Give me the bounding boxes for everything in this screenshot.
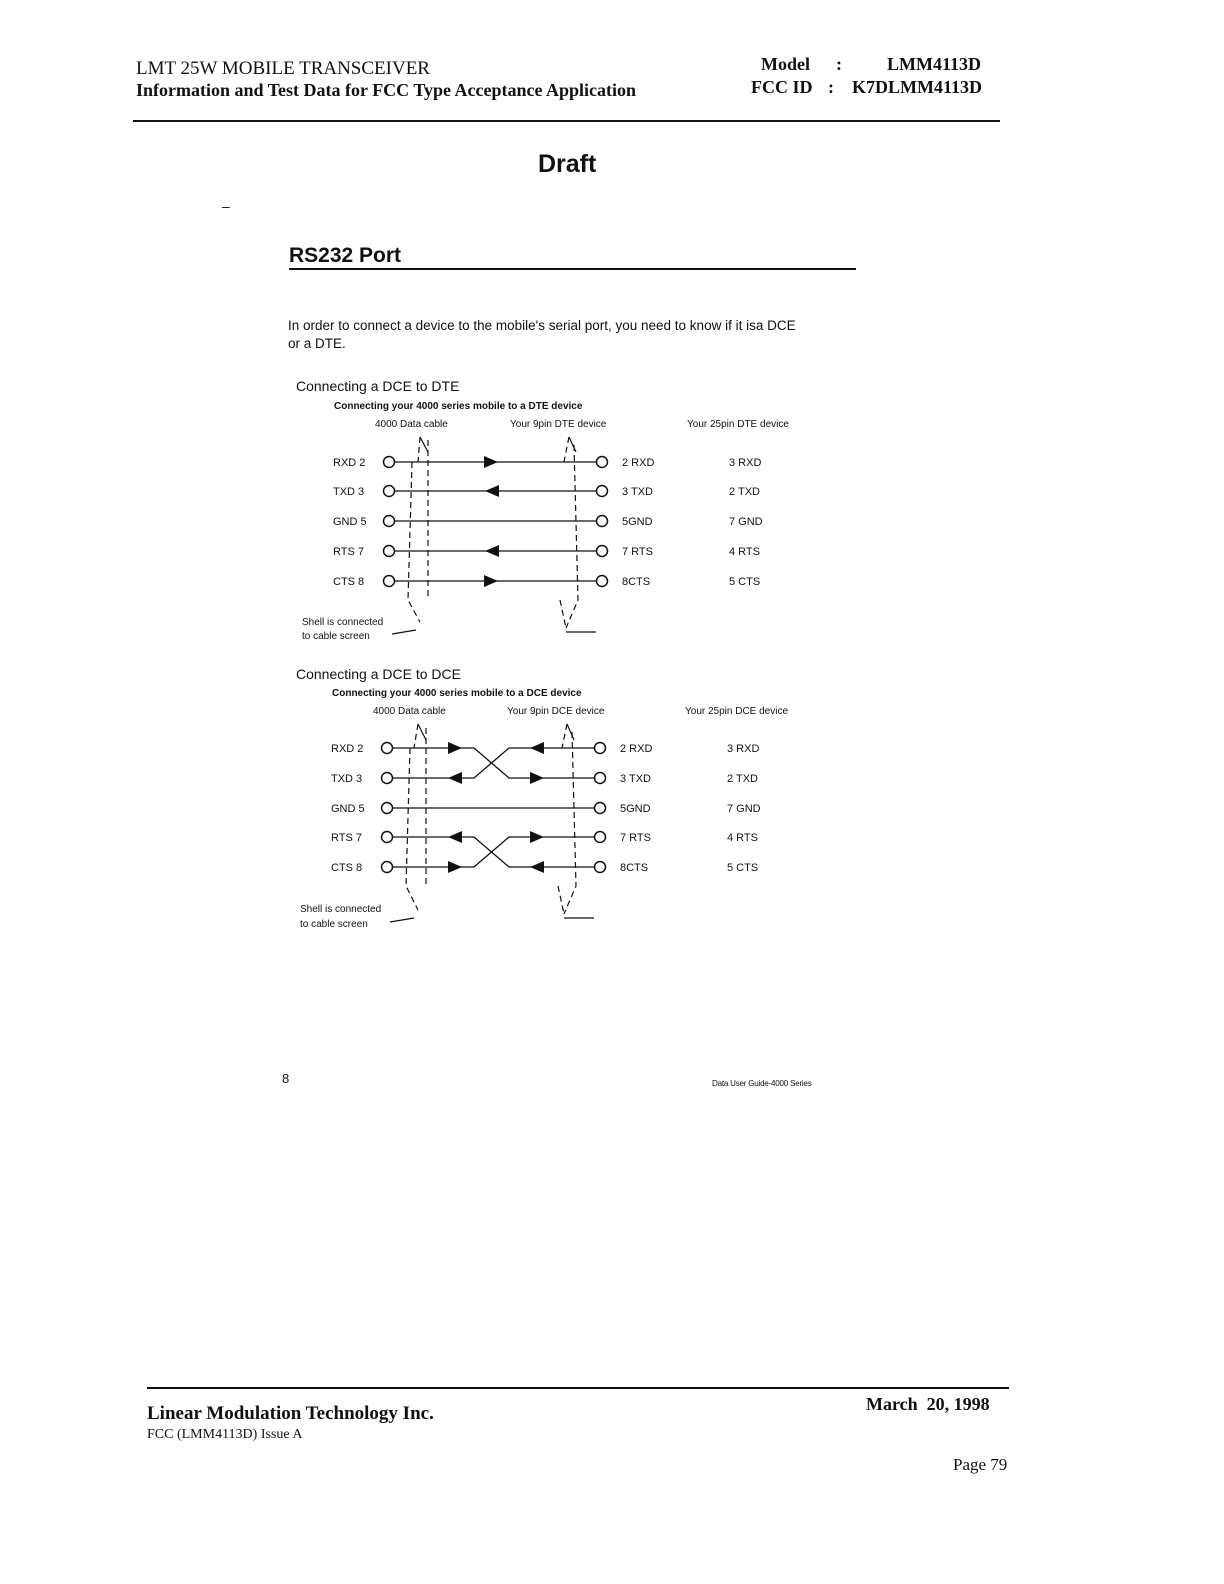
- left-pin-terminal: [382, 803, 393, 814]
- fcc-id-value: K7DLMM4113D: [852, 77, 982, 97]
- right-pin-label: 2 RXD: [622, 457, 655, 469]
- intro-line: In order to connect a device to the mobile's serial port, you need to know if it isa DCE: [288, 318, 796, 333]
- shell-note: to cable screen: [300, 919, 368, 930]
- diagram-dce-to-dte: [296, 378, 789, 642]
- left-pin-terminal: [384, 457, 395, 468]
- right-pin-terminal: [597, 486, 608, 497]
- left-pin-label: TXD 3: [333, 486, 365, 498]
- signal-row-txd: [333, 485, 760, 498]
- diagram-subheading: Connecting your 4000 series mobile to a DTE device: [334, 401, 583, 412]
- right-pin-label: 5GND: [620, 803, 651, 815]
- model-label: Model: [761, 54, 810, 74]
- arrow-right: [530, 772, 544, 784]
- signal-wire: [393, 837, 594, 867]
- far-pin-label: 4 RTS: [727, 832, 758, 844]
- arrow-right: [484, 456, 498, 468]
- right-pin-label: 8CTS: [620, 862, 649, 874]
- shell-note: Shell is connected: [302, 617, 384, 628]
- right-connector-shell: [558, 724, 576, 914]
- right-pin-terminal: [597, 516, 608, 527]
- arrow-left: [485, 545, 499, 557]
- left-pin-label: RTS 7: [331, 832, 362, 844]
- diagram-dce-to-dce: [296, 666, 788, 930]
- arrow-right: [484, 575, 498, 587]
- right-pin-terminal: [595, 832, 606, 843]
- left-pin-terminal: [382, 832, 393, 843]
- signal-wire: [393, 748, 594, 778]
- right-connector-tip: [567, 724, 574, 740]
- far-pin-label: 5 CTS: [729, 576, 761, 588]
- right-pin-label: 3 TXD: [622, 486, 653, 498]
- left-connector-tip: [420, 437, 428, 452]
- 25pin-column-label: Your 25pin DCE device: [685, 706, 789, 717]
- inner-page-number: 8: [282, 1071, 290, 1086]
- left-pin-label: TXD 3: [331, 773, 363, 785]
- right-pin-label: 7 RTS: [620, 832, 651, 844]
- stray-mark: –: [222, 198, 230, 214]
- right-pin-label: 7 RTS: [622, 546, 653, 558]
- signal-wire: [393, 748, 594, 778]
- far-pin-label: 5 CTS: [727, 862, 759, 874]
- left-pin-label: RXD 2: [331, 743, 364, 755]
- 9pin-column-label: Your 9pin DCE device: [507, 706, 605, 717]
- far-pin-label: 7 GND: [727, 803, 761, 815]
- far-pin-label: 3 RXD: [729, 457, 762, 469]
- crossover-rts-cts: [331, 831, 758, 874]
- left-connector-tip: [418, 724, 426, 740]
- footer-rule: [147, 1387, 1009, 1389]
- left-pin-label: GND 5: [331, 803, 365, 815]
- diagram-subheading: Connecting your 4000 series mobile to a DCE device: [332, 688, 582, 699]
- cable-column-label: 4000 Data cable: [375, 419, 448, 430]
- header-subtitle: Information and Test Data for FCC Type Acceptance Application: [136, 80, 637, 100]
- left-pin-label: RXD 2: [333, 457, 366, 469]
- cable-column-label: 4000 Data cable: [373, 706, 446, 717]
- left-connector-shell: [408, 437, 428, 622]
- section-title: RS232 Port: [289, 244, 402, 267]
- fcc-id-label: FCC ID: [751, 77, 813, 97]
- 9pin-column-label: Your 9pin DTE device: [510, 419, 607, 430]
- left-screen-lead: [390, 918, 414, 922]
- left-pin-terminal: [384, 546, 395, 557]
- left-pin-terminal: [384, 576, 395, 587]
- arrow-left: [530, 861, 544, 873]
- right-pin-terminal: [595, 773, 606, 784]
- signal-row-cts: [333, 575, 760, 588]
- header-title: LMT 25W MOBILE TRANSCEIVER: [136, 58, 430, 79]
- arrow-right: [448, 742, 462, 754]
- left-connector-shell: [406, 724, 426, 910]
- model-value: LMM4113D: [887, 54, 981, 74]
- far-pin-label: 4 RTS: [729, 546, 760, 558]
- signal-wire: [393, 837, 594, 867]
- right-pin-terminal: [597, 457, 608, 468]
- far-pin-label: 2 TXD: [729, 486, 760, 498]
- right-pin-label: 3 TXD: [620, 773, 651, 785]
- footer-doc-ref: FCC (LMM4113D) Issue A: [147, 1427, 303, 1442]
- right-connector-shell: [560, 437, 578, 628]
- diagram-heading: Connecting a DCE to DCE: [296, 666, 461, 682]
- left-pin-terminal: [382, 862, 393, 873]
- footer-company: Linear Modulation Technology Inc.: [147, 1403, 434, 1424]
- 25pin-column-label: Your 25pin DTE device: [687, 419, 789, 430]
- footer-page-number: Page 79: [953, 1455, 1008, 1474]
- arrow-left: [448, 772, 462, 784]
- right-connector-tip: [569, 437, 576, 452]
- right-pin-label: 2 RXD: [620, 743, 653, 755]
- right-pin-terminal: [595, 803, 606, 814]
- left-pin-terminal: [384, 516, 395, 527]
- shell-note: Shell is connected: [300, 904, 382, 915]
- diagram-heading: Connecting a DCE to DTE: [296, 378, 460, 394]
- right-pin-label: 8CTS: [622, 576, 651, 588]
- left-pin-terminal: [382, 743, 393, 754]
- arrow-right: [448, 861, 462, 873]
- fcc-id-separator: :: [828, 77, 834, 97]
- left-pin-label: GND 5: [333, 516, 367, 528]
- guide-reference: Data User Guide-4000 Series: [712, 1079, 812, 1088]
- arrow-left: [530, 742, 544, 754]
- right-pin-terminal: [595, 862, 606, 873]
- left-screen-lead: [392, 630, 416, 634]
- arrow-left: [485, 485, 499, 497]
- arrow-left: [448, 831, 462, 843]
- arrow-right: [530, 831, 544, 843]
- right-pin-label: 5GND: [622, 516, 653, 528]
- signal-row-rxd: [333, 456, 761, 469]
- signal-row-rts: [333, 545, 760, 558]
- intro-line: or a DTE.: [288, 336, 346, 351]
- model-separator: :: [836, 54, 842, 74]
- far-pin-label: 3 RXD: [727, 743, 760, 755]
- left-pin-label: CTS 8: [331, 862, 363, 874]
- draft-watermark: Draft: [538, 150, 597, 178]
- left-pin-label: CTS 8: [333, 576, 365, 588]
- far-pin-label: 2 TXD: [727, 773, 758, 785]
- crossover-rxd-txd: [331, 742, 759, 785]
- right-pin-terminal: [595, 743, 606, 754]
- far-pin-label: 7 GND: [729, 516, 763, 528]
- left-pin-label: RTS 7: [333, 546, 364, 558]
- right-pin-terminal: [597, 576, 608, 587]
- signal-row-gnd: [331, 803, 761, 816]
- footer-date: March 20, 1998: [866, 1394, 990, 1414]
- left-pin-terminal: [382, 773, 393, 784]
- signal-row-gnd: [333, 516, 763, 529]
- right-pin-terminal: [597, 546, 608, 557]
- shell-note: to cable screen: [302, 631, 370, 642]
- left-pin-terminal: [384, 486, 395, 497]
